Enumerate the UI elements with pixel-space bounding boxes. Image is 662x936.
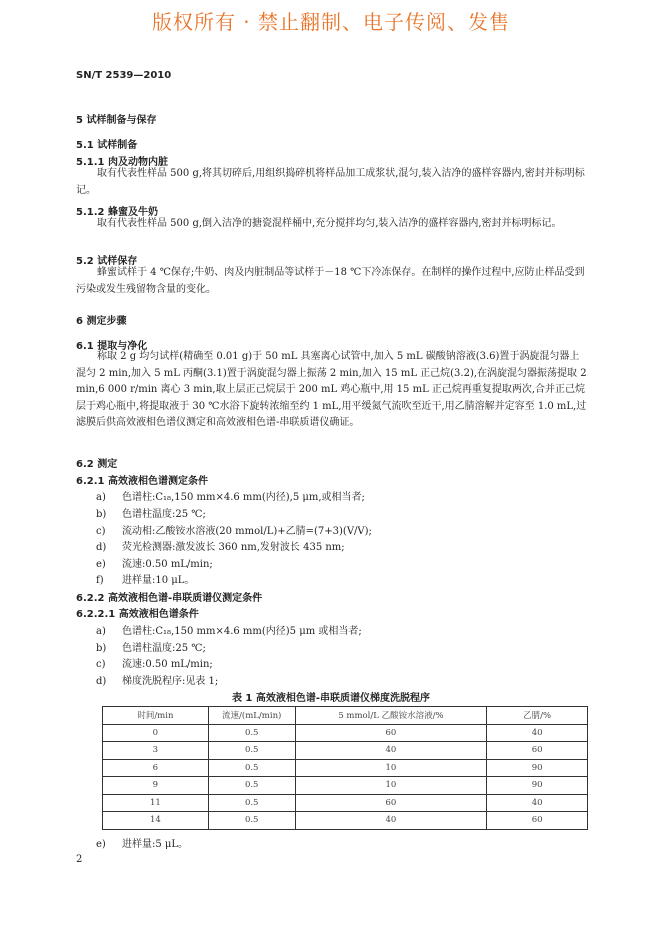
section-5-1-1-heading: 5.1.1 肉及动物内脏 [76,157,168,168]
table-cell: 0.5 [208,742,295,760]
table-row [103,777,588,795]
list-item: c) 流速:0.50 mL/min; [96,659,213,670]
table-row [103,794,588,812]
table-row [103,724,588,742]
section-6-2-1-heading: 6.2.1 高效液相色谱测定条件 [76,476,208,487]
section-5-1-2-text: 取有代表性样品 500 g,倒入洁净的搪瓷混样桶中,充分搅拌均匀,装入洁净的盛样容器内,密封并标明标记。 [97,218,562,229]
table-cell: 90 [487,777,588,795]
table-header-cell: 乙腈/% [487,707,588,725]
table-cell: 0.5 [208,812,295,830]
table-cell: 40 [295,812,487,830]
list-item: a) 色谱柱:C₁₈,150 mm×4.6 mm(内径)5 μm 或相当者; [96,626,362,637]
list-item: c) 流动相:乙酸铵水溶液(20 mmol/L)+乙腈=(7+3)(V/V); [96,526,372,537]
list-item: d) 荧光检测器:激发波长 360 nm,发射波长 435 nm; [96,542,345,553]
table-cell: 60 [487,742,588,760]
table-cell: 40 [487,724,588,742]
table-header-row [103,707,588,725]
list-item: b) 色谱柱温度:25 ℃; [96,509,206,520]
table-cell: 10 [295,759,487,777]
table-caption: 表 1 高效液相色谱-串联质谱仪梯度洗脱程序 [231,693,431,704]
list-item: d) 梯度洗脱程序:见表 1; [96,676,219,687]
table-cell: 60 [295,724,487,742]
table-cell: 60 [487,812,588,830]
list-item: b) 色谱柱温度:25 ℃; [96,643,206,654]
section-5-1-heading: 5.1 试样制备 [76,140,138,151]
copyright-watermark: 版权所有 · 禁止翻制、电子传阅、发售 [151,10,511,34]
table-cell: 11 [103,794,209,812]
table-row [103,742,588,760]
table-cell: 9 [103,777,209,795]
section-6-2-2-1-heading: 6.2.2.1 高效液相色谱条件 [76,609,199,620]
section-6-2-2-heading: 6.2.2 高效液相色谱-串联质谱仪测定条件 [76,593,263,604]
gradient-table [102,706,588,830]
section-5-2-text: 蜂蜜试样于 4 ℃保存;牛奶、肉及内脏制品等试样于－18 ℃下冷冻保存。在制样的操作过程中,应防止样品受到污染或发生残留物含量的变化。 [76,267,585,295]
table-cell: 60 [295,794,487,812]
table-cell: 0.5 [208,794,295,812]
table-cell: 6 [103,759,209,777]
standard-code: SN/T 2539—2010 [76,70,172,81]
table-cell: 0 [103,724,209,742]
section-5-2-heading: 5.2 试样保存 [76,256,138,267]
table-cell: 40 [487,794,588,812]
table-row [103,759,588,777]
table-cell: 0.5 [208,759,295,777]
list-item: f) 进样量:10 μL。 [96,575,195,586]
table-cell: 14 [103,812,209,830]
page-number: 2 [76,854,83,865]
section-5-1-2-heading: 5.1.2 蜂蜜及牛奶 [76,207,158,218]
table-cell: 0.5 [208,777,295,795]
table-cell: 10 [295,777,487,795]
list-item: a) 色谱柱:C₁₈,150 mm×4.6 mm(内径),5 μm,或相当者; [96,492,365,503]
table-header-cell: 时间/min [103,707,209,725]
section-6-1-text: 称取 2 g 均匀试样(精确至 0.01 g)于 50 mL 具塞离心试管中,加入 5 mL 碳酸钠溶液(3.6)置于涡旋混匀器上混匀 2 min,加入 5 mL 丙酮(3.1)置于涡旋混匀器上振荡 2 min,加入 15 mL 正己烷(3.2),在涡旋混匀器振荡提取 2 min,6 000 r/min 离心 3 min,取上层正己烷层于 200 mL 鸡心瓶中,用 15 mL 正己烷再重复提取两次,合并正己烷层于鸡心瓶中,将提取液于 30 ℃水浴下旋转浓缩至约 1 mL,用平缓氮气流吹至近干,用乙腈溶解并定容至 1.0 mL,过滤膜后供高效液相色谱仪测定和高效液相色谱-串联质谱仪确证。 [76,351,587,428]
list-item: e) 进样量:5 μL。 [96,839,189,850]
section-6-2-heading: 6.2 测定 [76,459,118,470]
table-cell: 3 [103,742,209,760]
table-cell: 90 [487,759,588,777]
section-5-1-1-text: 取有代表性样品 500 g,将其切碎后,用组织捣碎机将样品加工成浆状,混匀,装入洁净的盛样容器内,密封并标明标记。 [76,168,585,196]
section-6-1-heading: 6.1 提取与净化 [76,341,148,352]
section-5-heading: 5 试样制备与保存 [76,115,157,126]
table-cell: 0.5 [208,724,295,742]
table-cell: 40 [295,742,487,760]
table-header-cell: 5 mmol/L 乙酸铵水溶液/% [295,707,487,725]
table-row [103,812,588,830]
table-header-cell: 流速/(mL/min) [208,707,295,725]
section-6-heading: 6 测定步骤 [76,316,127,327]
list-item: e) 流速:0.50 mL/min; [96,559,213,570]
